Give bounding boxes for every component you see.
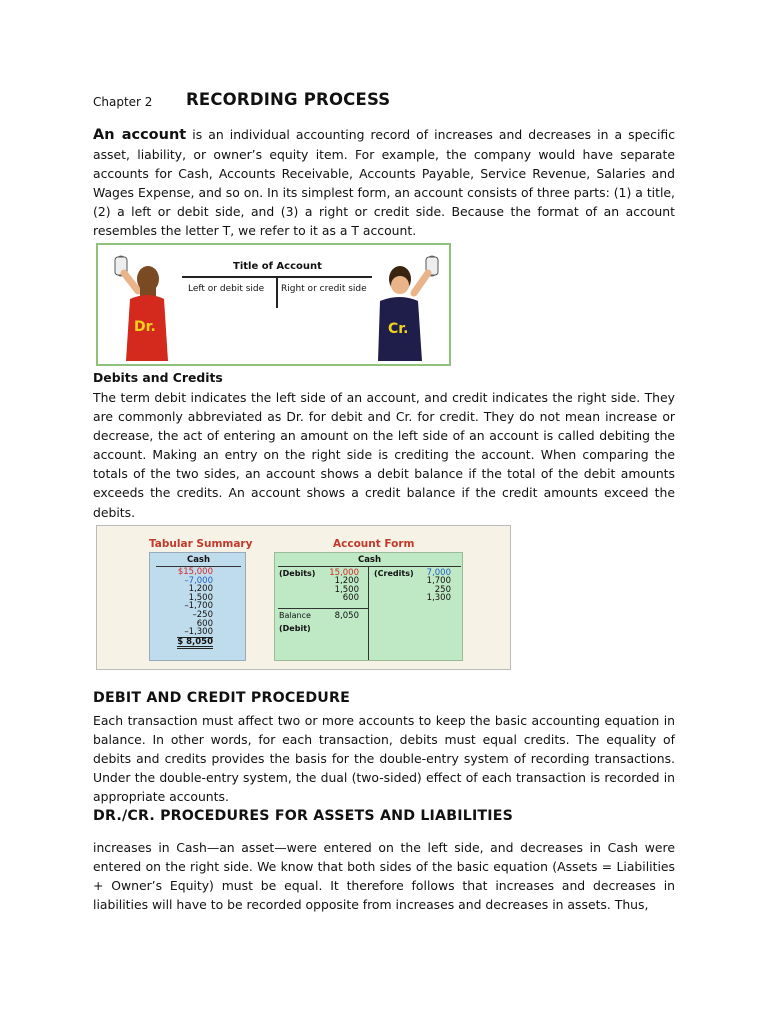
credit-value: 1,300	[426, 593, 451, 604]
debits-credits-paragraph: The term debit indicates the left side of an account, and credit indicates the right side. They are commonly abbreviated as Dr. for debit and Cr. for credit. They do not mean increase or decrease, the act of entering an amount on the left side of an account is called debiting the account. Making an entry on the right side is crediting the account. When comparing the totals of the two sides, an account shows a debit balance if the total of the debit amounts exceeds the credits. An account shows a credit balance if the credit amounts exceed the debits.	[93, 390, 675, 520]
account-definition-text: is an individual accounting record of increases and decreases in a specific asset, liability, or owner’s equity item. For example, the company would have separate accounts for Cash, Accounts Receivable, Accounts Payable, Service Revenue, Salaries and Wages Expense, and so on. In its simplest form, an account consists of three parts: (1) a title, (2) a left or debit side, and (3) a right or credit side. Because the format of an account resembles the letter T, we refer to it as a T account.	[93, 127, 676, 239]
tabular-value: 1,200	[188, 584, 213, 595]
account-cash-label: Cash	[357, 555, 382, 565]
tabular-value: –1,700	[184, 601, 213, 612]
tabular-value: –250	[192, 609, 213, 620]
tabular-summary-title: Tabular Summary	[149, 538, 253, 550]
balance-value: 8,050	[334, 611, 359, 621]
tabular-value: –7,000	[184, 575, 213, 586]
debit-value: 15,000	[329, 568, 359, 578]
cash-account-figure	[96, 525, 511, 670]
cr-badge: Cr.	[388, 321, 409, 337]
balance-label: Balance	[279, 611, 311, 620]
debit-value: 1,500	[334, 584, 359, 595]
tabular-values	[177, 568, 213, 649]
t-account-figure	[96, 243, 451, 366]
tabular-summary-box	[149, 552, 246, 661]
credit-value: 7,000	[426, 568, 451, 578]
chapter-label: Chapter 2	[93, 95, 153, 109]
debit-values	[329, 569, 359, 603]
tabular-total: $ 8,050	[177, 637, 213, 650]
assets-liabilities-paragraph: increases in Cash—an asset—were entered on the left side, and decreases in Cash were entered on the right side. We know that both sides of the basic equation (Assets = Liabilities + Owner’s Equity) must be equal. It therefore follows that increases and decreases in liabilities will have to be recorded opposite from increases and decreases in assets. Thus,	[93, 840, 675, 913]
tabular-value: $15,000	[177, 567, 213, 577]
balance-debit-tag: (Debit)	[279, 624, 311, 633]
t-account-title: Title of Account	[233, 261, 322, 272]
debit-credit-procedure-paragraph: Each transaction must affect two or more accounts to keep the basic accounting equation in balance. In other words, for each transaction, debits must equal credits. The equality of debits and credits provides the basis for the double-entry system of recording transactions. Under the double-entry system, the dual (two-sided) effect of each transaction is recorded in appropriate accounts.	[93, 713, 675, 805]
debits-label: (Debits)	[279, 569, 316, 578]
debit-value: 1,200	[334, 576, 359, 587]
tabular-value: 600	[196, 618, 213, 629]
credit-value: 250	[434, 584, 451, 595]
t-account-right-label: Right or credit side	[281, 284, 367, 294]
chapter-header	[93, 90, 693, 112]
dr-badge: Dr.	[134, 319, 156, 335]
tabular-value: 1,500	[188, 592, 213, 603]
debit-credit-procedure-heading: DEBIT AND CREDIT PROCEDURE	[93, 690, 351, 706]
account-definition-paragraph	[93, 125, 675, 241]
chapter-title: RECORDING PROCESS	[186, 90, 391, 109]
debit-value: 600	[342, 593, 359, 604]
account-center-line	[368, 566, 369, 660]
t-account-center-line	[276, 276, 278, 308]
credit-value: 1,700	[426, 576, 451, 587]
debit-person-illustration	[104, 249, 184, 364]
t-account-left-label: Left or debit side	[188, 284, 265, 294]
credit-values	[421, 569, 451, 603]
credit-person-illustration	[366, 249, 446, 364]
account-balance-line	[278, 608, 368, 609]
credits-label: (Credits)	[374, 569, 414, 578]
assets-liabilities-heading: DR./CR. PROCEDURES FOR ASSETS AND LIABILITIES	[93, 808, 514, 824]
account-form-box	[274, 552, 463, 661]
tabular-value: –1,300	[184, 627, 213, 638]
tabular-cash-label: Cash	[186, 555, 211, 565]
account-top-line	[278, 566, 461, 567]
debits-credits-heading: Debits and Credits	[93, 370, 223, 385]
account-form-title: Account Form	[333, 538, 415, 550]
account-term: An account	[93, 127, 187, 143]
